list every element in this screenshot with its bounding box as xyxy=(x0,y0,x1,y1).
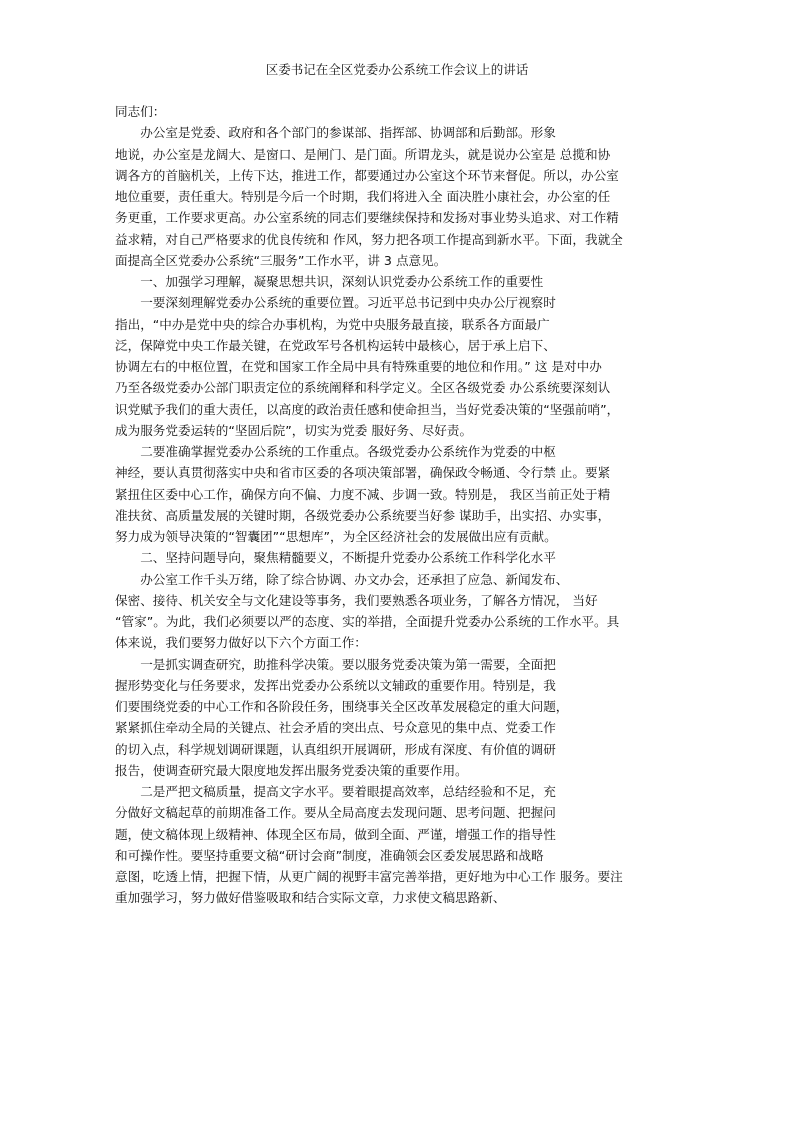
body-line: 二、坚持问题导向，聚焦精髓要义，不断提升党委办公系统工作科学化水平 xyxy=(115,550,556,566)
body-line: 益求精，对自己严格要求的优良传统和 作风，努力把各项工作提高到新水平。下面，我就全 xyxy=(115,231,623,247)
body-line: 握形势变化与任务要求，发挥出党委办公系统以文辅政的重要作用。特别是，我 xyxy=(115,677,556,693)
body-line: 地位重要，责任重大。特别是今后一个时期，我们将进入全 面决胜小康社会，办公室的任 xyxy=(115,189,611,204)
body-line: 泛，保障党中央工作最关键，在党政军号各机构运转中最核心，居于承上启下、 xyxy=(115,337,556,353)
body-line: 保密、接待、机关安全与文化建设等事务，我们要熟悉各项业务，了解各方情况， 当好 xyxy=(115,592,598,608)
body-line: 紧紧抓住牵动全局的关键点、社会矛盾的突出点、号众意见的集中点、党委工作 xyxy=(115,720,556,736)
body-line: 和可操作性。要坚持重要文稿“研讨会商”制度，准确领会区委发展思路和战略 xyxy=(115,847,544,863)
body-line: 指出，“中办是党中央的综合办事机构，为党中央服务最直接，联系各方面最广 xyxy=(115,316,550,332)
body-line: 二要准确掌握党委办公系统的工作重点。各级党委办公系统作为党委的中枢 xyxy=(115,444,556,459)
body-line: 神经，要认真贯彻落实中央和省市区委的各项决策部署，确保政令畅通、令行禁 止。要紧 xyxy=(115,465,611,481)
body-line: 紧扭住区委中心工作，确保方向不偏、力度不减、步调一致。特别是， 我区当前正处于精 xyxy=(115,486,611,502)
body-line: 乃至各级党委办公部门职责定位的系统阐释和科学定义。全区各级党委 办公系统要深刻认 xyxy=(115,380,611,396)
body-line: 办公室是党委、政府和各个部门的参谋部、指挥部、协调部和后勤部。形象 xyxy=(115,125,556,141)
body-line: 务更重，工作要求更高。办公室系统的同志们要继续保持和发扬对事业势头追求、对工作精 xyxy=(115,210,619,226)
body-line: 地说，办公室是龙阔大、是窗口、是闸门、是门面。所谓龙头，就是说办公室是 总揽和协 xyxy=(115,146,611,162)
body-line: 同志们： xyxy=(115,104,166,119)
body-line: 一要深刻理解党委办公系统的重要位置。习近平总书记到中央办公厅视察时 xyxy=(115,295,556,311)
body-line: 题，使文稿体现上级精神、体现全区布局，做到全面、严谨，增强工作的指导性 xyxy=(115,826,556,842)
body-line: 们要围绕党委的中心工作和各阶段任务，围绕事关全区改革发展稳定的重大问题， xyxy=(115,699,569,714)
body-line: 协调左右的中枢位置，在党和国家工作全局中具有特殊重要的地位和作用。” 这 是对中办 xyxy=(115,359,602,374)
body-line: 一、加强学习理解，凝聚思想共识，深刻认识党委办公系统工作的重要性 xyxy=(115,274,544,289)
body-line: 识党赋予我们的重大责任，以高度的政治责任感和使命担当，当好党委决策的“坚强前哨”， xyxy=(115,401,620,417)
body-line: 分做好文稿起草的前期准备工作。要从全局高度去发现问题、思考问题、把握问 xyxy=(115,805,556,821)
body-line: 面提高全区党委办公系统“三服务”工作水平，讲 3 点意见。 xyxy=(115,252,447,268)
body-line: 重加强学习，努力做好借鉴吸取和结合实际文章，力求使文稿思路新、 xyxy=(115,890,506,906)
body-line: 努力成为领导决策的“智囊团”“思想库”，为全区经济社会的发展做出应有贡献。 xyxy=(115,529,557,544)
body-line: 办公室工作千头万绪，除了综合协调、办文办会，还承担了应急、新闻发布、 xyxy=(115,571,569,587)
body-line: 报告，使调查研究最大限度地发挥出服务党委决策的重要作用。 xyxy=(115,762,468,778)
body-line: “管家”。为此，我们必须要以严的态度、实的举措，全面提升党委办公系统的工作水平。具 xyxy=(115,614,620,629)
document-title: 区委书记在全区党委办公系统工作会议上的讲话 xyxy=(265,62,529,77)
body-line: 体来说，我们要努力做好以下六个方面工作： xyxy=(115,635,367,651)
body-line: 意图，吃透上情，把握下情，从更广阔的视野丰富完善举措，更好地为中心工作 服务。要注 xyxy=(115,869,623,884)
body-line: 调各方的首脑机关，上传下达，推进工作，都要通过办公室这个环节来督促。所以，办公室 xyxy=(115,167,619,183)
body-line: 的切入点，科学规划调研课题，认真组织开展调研，形成有深度、有价值的调研 xyxy=(115,741,556,757)
body-line: 成为服务党委运转的“坚固后院”，切实为党委 服好务、尽好责。 xyxy=(115,422,473,438)
body-line: 准扶贫、高质量发展的关键时期，各级党委办公系统要当好参 谋助手，出实招、办实事， xyxy=(115,507,611,523)
body-line: 一是抓实调查研究，助推科学决策。要以服务党委决策为第一需要，全面把 xyxy=(115,656,556,672)
body-line: 二是严把文稿质量，提高文字水平。要着眼提高效率，总结经验和不足，充 xyxy=(115,784,556,799)
